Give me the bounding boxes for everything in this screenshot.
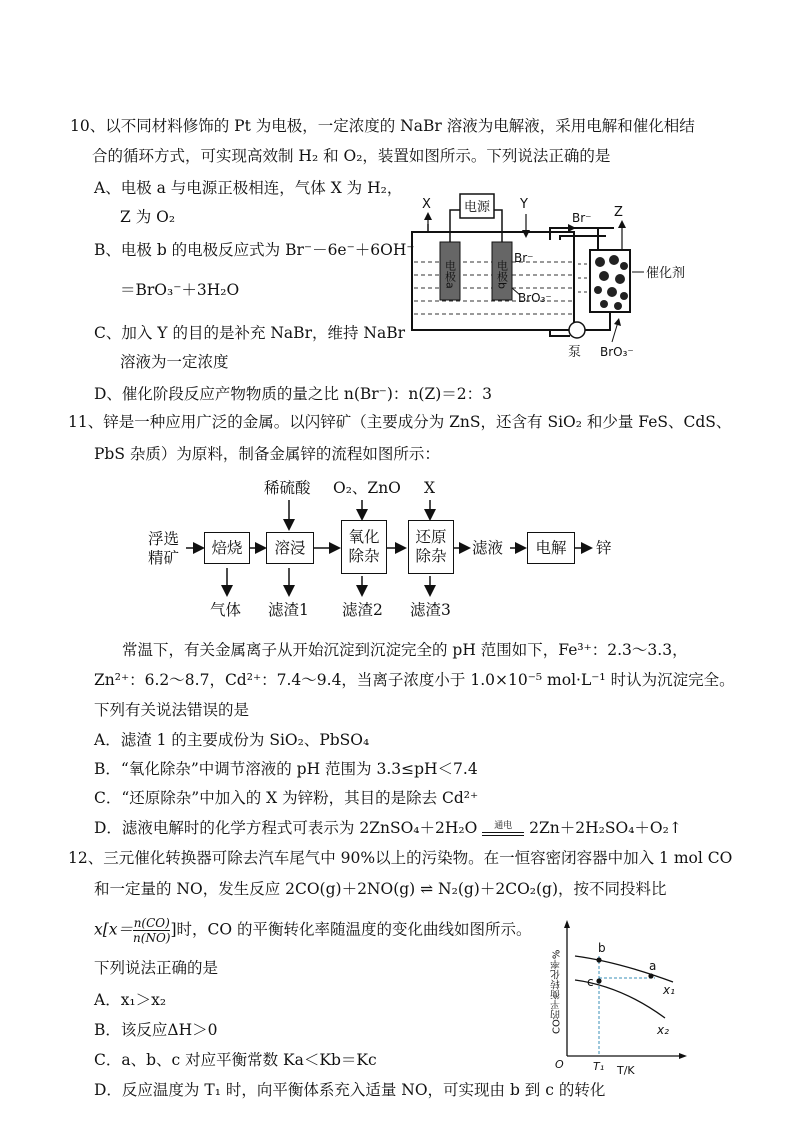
q10-option-b-line2: ＝BrO₃⁻＋3H₂O	[120, 281, 240, 299]
q10-stem-line2: 合的循环方式，可实现高效制 H₂ 和 O₂，装置如图所示。下列说法正确的是	[92, 147, 611, 165]
flow-leach-box: 溶浸	[266, 532, 314, 564]
catalyst-label: 催化剂	[646, 266, 686, 281]
flow-input-o2-zno: O₂、ZnO	[333, 479, 401, 497]
point-a	[648, 973, 653, 978]
x-axis-label: T/K	[617, 1064, 635, 1077]
flow-electrolysis-box: 电解	[527, 532, 575, 564]
q11-question: 下列有关说法错误的是	[94, 701, 250, 719]
q12-option-a: A．x₁＞x₂	[94, 991, 167, 1009]
q11-paragraph-line1: 常温下，有关金属离子从开始沉淀到沉淀完全的 pH 范围如下，Fe³⁺：2.3～3.3，	[122, 641, 688, 659]
br-label-mid: Br⁻	[514, 251, 534, 265]
q10-option-c-line2: 溶液为一定浓度	[120, 353, 229, 371]
ratio-fraction	[133, 916, 170, 945]
equals-sign	[482, 832, 524, 836]
flow-input-x: X	[424, 479, 436, 497]
electrolysis-condition-label: 通电	[494, 821, 513, 831]
feed-y-label: Y	[520, 197, 528, 212]
curve-x1-label: x₁	[663, 983, 675, 997]
q10-stem-line1: 10、以不同材料修饰的 Pt 为电极，一定浓度的 NaBr 溶液为电解液，采用电解和催化相结	[70, 117, 695, 135]
fraction-denominator: n(NO)	[133, 931, 171, 945]
y-axis-label: CO的平衡转化率%	[551, 949, 563, 1034]
conversion-graph	[545, 918, 695, 1080]
q11-option-d-products: 2Zn＋2H₂SO₄＋O₂↑	[524, 819, 682, 837]
br-label-top: Br⁻	[572, 211, 592, 225]
q10-option-a-line1: A、电极 a 与电源正极相连，气体 X 为 H₂，	[94, 179, 403, 197]
q11-option-d-text: D．滤液电解时的化学方程式可表示为 2ZnSO₄＋2H₂O	[94, 819, 483, 837]
q12-stem-line2: 和一定量的 NO，发生反应 2CO(g)＋2NO(g) ⇌ N₂(g)＋2CO₂(g)，按不同投料比	[94, 880, 667, 898]
bro3-label-mid: BrO₃⁻	[518, 291, 552, 305]
flow-zinc-label: 锌	[596, 539, 612, 557]
flow-output-residue3: 滤渣3	[410, 601, 451, 619]
q11-paragraph-line2: Zn²⁺：6.2～8.7，Cd²⁺：7.4～9.4，当离子浓度小于 1.0×10⁻⁵ mol·L⁻¹ 时认为沉淀完全。	[94, 671, 735, 689]
q11-option-b: B．“氧化除杂”中调节溶液的 pH 范围为 3.3≤pH＜7.4	[94, 760, 478, 778]
fraction-numerator: n(CO)	[133, 916, 170, 930]
point-c-label: c	[587, 975, 594, 989]
flow-start-label: 浮选精矿	[148, 530, 180, 567]
gas-x-label: X	[422, 197, 431, 212]
q12-option-d: D．反应温度为 T₁ 时，向平衡体系充入适量 NO，可实现由 b 到 c 的转化	[94, 1081, 606, 1099]
electrode-a-label: 电极a	[443, 260, 457, 289]
flow-output-gas: 气体	[210, 601, 242, 619]
point-c	[596, 978, 601, 983]
flow-roast-box: 焙烧	[204, 532, 250, 564]
pump-label: 泵	[568, 345, 582, 360]
q12-question: 下列说法正确的是	[94, 959, 219, 977]
q11-option-a: A．滤渣 1 的主要成份为 SiO₂、PbSO₄	[94, 731, 370, 749]
flow-output-residue1: 滤渣1	[268, 601, 309, 619]
q12-option-b: B．该反应ΔH＞0	[94, 1021, 218, 1039]
q10-option-d: D、催化阶段反应产物物质的量之比 n(Br⁻)：n(Z)＝2：3	[94, 385, 492, 403]
q11-option-c: C．“还原除杂”中加入的 X 为锌粉，其目的是除去 Cd²⁺	[94, 789, 479, 807]
q11-stem-line1: 11、锌是一种应用广泛的金属。以闪锌矿（主要成分为 ZnS，还含有 SiO₂ 和少量 FeS、CdS、	[68, 413, 732, 431]
t1-label: T₁	[593, 1060, 605, 1073]
q10-option-b-line1: B、电极 b 的电极反应式为 Br⁻－6e⁻＋6OH⁻	[94, 241, 415, 259]
point-a-label: a	[649, 959, 657, 973]
q11-stem-line2: PbS 杂质）为原料，制备金属锌的流程如图所示：	[94, 445, 440, 463]
point-b-label: b	[598, 941, 606, 955]
q12-option-c: C．a、b、c 对应平衡常数 Ka＜Kb＝Kc	[94, 1051, 377, 1069]
flow-oxidation-box: 氧化除杂	[341, 520, 387, 574]
q12-stem-line3-text: ]时，CO 的平衡转化率随温度的变化曲线如图所示。	[170, 920, 532, 939]
point-b	[596, 957, 601, 962]
q10-option-a-line2: Z 为 O₂	[120, 208, 176, 226]
bro3-label-bottom: BrO₃⁻	[600, 345, 634, 359]
curve-x2-label: x₂	[657, 1023, 669, 1037]
q10-option-c-line1: C、加入 Y 的目的是补充 NaBr，维持 NaBr	[94, 324, 406, 342]
electrolysis-condition	[482, 822, 524, 836]
q11-option-d	[94, 818, 682, 838]
power-source-label: 电源	[464, 200, 491, 215]
flow-reduction-box: 还原除杂	[408, 520, 454, 574]
electrode-b-label: 电极b	[495, 260, 509, 289]
q12-stem-line1: 12、三元催化转换器可除去汽车尾气中 90%以上的污染物。在一恒容密闭容器中加入 1 mol CO	[68, 849, 733, 867]
q12-stem-line3	[94, 916, 532, 945]
gas-z-label: Z	[614, 205, 623, 220]
flow-output-residue2: 滤渣2	[342, 601, 383, 619]
flow-input-acid: 稀硫酸	[264, 479, 311, 497]
origin-label: O	[555, 1058, 564, 1071]
flow-filtrate-label: 滤液	[472, 539, 504, 557]
ratio-prefix: x[x＝	[94, 920, 134, 939]
